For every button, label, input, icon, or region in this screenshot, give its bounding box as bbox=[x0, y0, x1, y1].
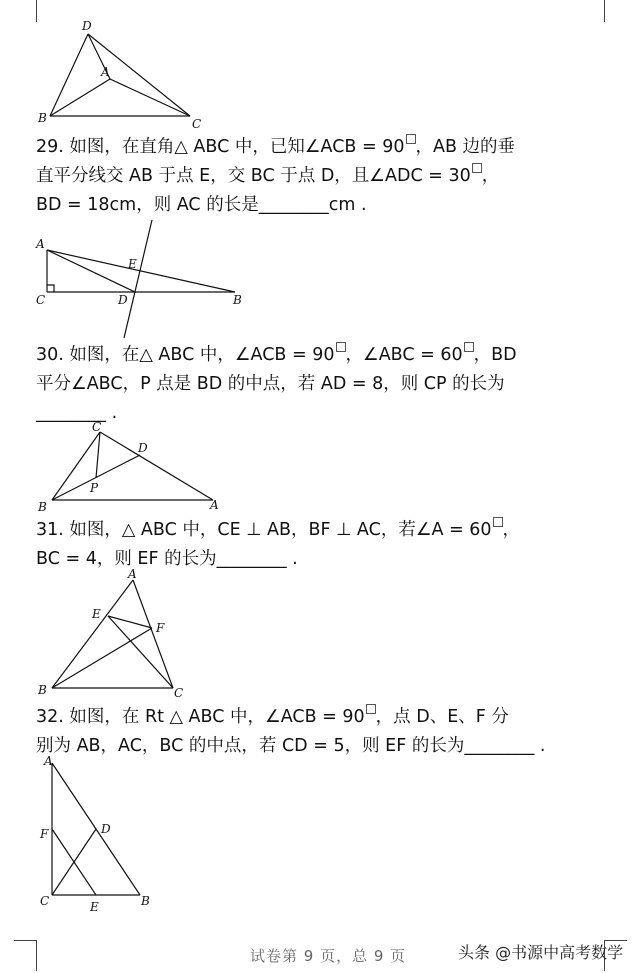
q29-text-3: 直平分线交 AB 于点 E，交 BC 于点 D，且∠ADC = 30 bbox=[36, 166, 471, 186]
question-30 bbox=[36, 341, 636, 428]
label-f: F bbox=[156, 621, 165, 635]
label-c: C bbox=[92, 420, 102, 434]
label-c: C bbox=[36, 293, 46, 307]
label-b: B bbox=[141, 894, 150, 908]
q30-text-5: ________ . bbox=[36, 403, 118, 423]
q30-text-1: 30. 如图，在△ ABC 中，∠ACB = 90 bbox=[36, 345, 335, 365]
q32-text-1: 32. 如图，在 Rt △ ABC 中，∠ACB = 90 bbox=[36, 707, 365, 727]
label-a: A bbox=[44, 754, 53, 768]
label-a: A bbox=[36, 237, 45, 251]
figure-q32 bbox=[30, 753, 170, 918]
label-b: B bbox=[38, 111, 47, 125]
label-a: A bbox=[128, 567, 137, 581]
degree-symbol bbox=[464, 342, 474, 352]
q31-text-2: ， bbox=[502, 520, 521, 540]
q32-text-2: ，点 D、E、F 分 bbox=[375, 707, 509, 727]
figure-q30 bbox=[30, 420, 230, 515]
label-e: E bbox=[92, 607, 101, 621]
corner-mark-top-right bbox=[604, 0, 605, 22]
corner-mark-bottom-left bbox=[14, 940, 37, 971]
degree-symbol bbox=[493, 517, 503, 527]
label-a: A bbox=[101, 65, 110, 79]
q31-text-1: 31. 如图，△ ABC 中，CE ⊥ AB，BF ⊥ AC，若∠A = 60 bbox=[36, 520, 492, 540]
label-e: E bbox=[128, 257, 137, 271]
degree-symbol bbox=[336, 342, 346, 352]
degree-symbol bbox=[406, 134, 416, 144]
q29-text-2: ，AB 边的垂 bbox=[415, 137, 516, 157]
q31-text-3: BC = 4，则 EF 的长为________ . bbox=[36, 549, 298, 569]
question-29 bbox=[36, 133, 636, 220]
label-f: F bbox=[40, 827, 49, 841]
figure-top-triangle bbox=[30, 16, 230, 136]
degree-symbol bbox=[472, 163, 482, 173]
watermark: 头条 @书源中高考数学 bbox=[458, 943, 624, 962]
figure-q29 bbox=[30, 218, 260, 343]
q29-text-1: 29. 如图，在直角△ ABC 中，已知∠ACB = 90 bbox=[36, 137, 405, 157]
q30-text-4: 平分∠ABC，P 点是 BD 的中点，若 AD = 8，则 CP 的长为 bbox=[36, 374, 505, 394]
label-b: B bbox=[233, 293, 242, 307]
q29-text-5: BD = 18cm，则 AC 的长是________cm . bbox=[36, 195, 367, 215]
label-a: A bbox=[210, 498, 219, 512]
q30-text-3: ，BD bbox=[473, 345, 517, 365]
label-d: D bbox=[101, 822, 111, 836]
label-c: C bbox=[192, 117, 202, 131]
label-c: C bbox=[174, 686, 184, 700]
label-d: D bbox=[82, 19, 92, 33]
label-p: P bbox=[90, 481, 99, 495]
q30-text-2: ，∠ABC = 60 bbox=[345, 345, 463, 365]
label-b: B bbox=[38, 500, 47, 514]
label-c: C bbox=[40, 894, 50, 908]
label-d: D bbox=[138, 441, 148, 455]
label-e: E bbox=[90, 900, 99, 914]
figure-q31 bbox=[30, 566, 200, 701]
degree-symbol bbox=[366, 704, 376, 714]
label-d: D bbox=[118, 293, 128, 307]
label-b: B bbox=[38, 683, 47, 697]
q29-text-4: ， bbox=[481, 166, 500, 186]
page-footer: 试卷第 9 页，总 9 页 bbox=[250, 947, 407, 965]
q32-text-3: 别为 AB，AC，BC 的中点，若 CD = 5，则 EF 的长为________ . bbox=[36, 736, 546, 756]
